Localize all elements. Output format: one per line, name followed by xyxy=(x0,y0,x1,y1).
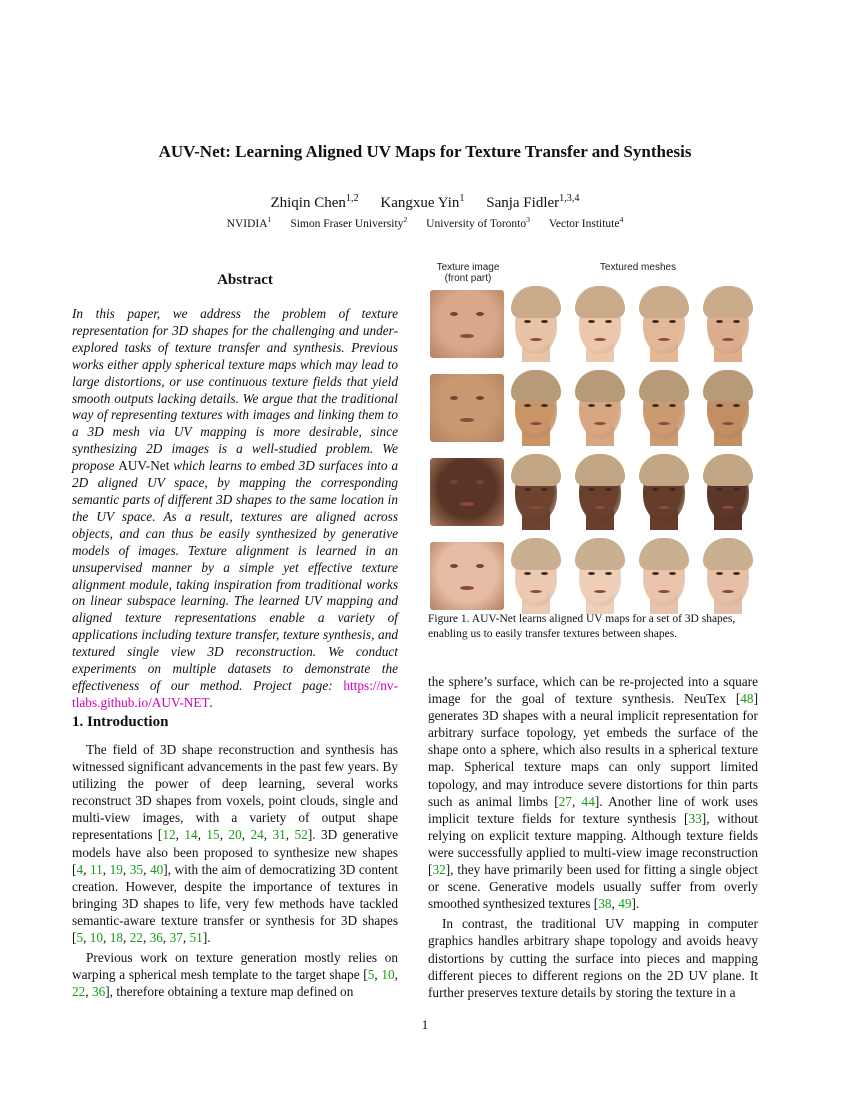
citation-link[interactable]: 15 xyxy=(206,827,220,843)
citation-link[interactable]: 14 xyxy=(184,827,198,843)
paper-title: AUV-Net: Learning Aligned UV Maps for Texture Transfer and Synthesis xyxy=(158,142,692,161)
affiliation-list xyxy=(0,215,850,230)
text-run: ]. xyxy=(631,896,640,912)
text-run: , xyxy=(611,896,619,912)
text-run: , xyxy=(175,827,185,843)
citation-link[interactable]: 22 xyxy=(72,984,86,1000)
column-2-body xyxy=(428,673,758,1001)
citation-link[interactable]: 38 xyxy=(598,896,612,912)
text-run: , xyxy=(182,930,190,946)
affiliation: University of Toronto$^3$ xyxy=(426,215,530,230)
text-run: Previous work on texture generation mostly relies on warping a spherical mesh template to the target shape [ xyxy=(72,950,398,983)
text-run: ]. xyxy=(202,930,211,946)
textured-mesh xyxy=(508,538,564,614)
introduction-body xyxy=(72,741,398,1000)
text-run: ], they have primarily been used for fitting a single object or scene. Generative models usually suffer from overly smoothed synthesized textures [ xyxy=(428,862,758,912)
citation-link[interactable]: 49 xyxy=(618,896,632,912)
text-run: , xyxy=(143,861,150,877)
texture-image xyxy=(430,458,504,526)
citation-link[interactable]: 52 xyxy=(294,827,308,843)
abstract-body: In this paper, we address the problem of texture representation for 3D shapes for the challenging and under-explored tasks of texture transfer and synthesis. Previous works either apply spherical texture maps which may lead to large distortions, or use continuous texture fields that yield smooth outputs lacking details. We argue that the traditional way of representing textures with images and linking them to a 3D mesh via UV mapping is more desirable, since synthesizing 2D images is a well-studied problem. We propose AUV-Net which learns to embed 3D surfaces into a 2D aligned UV space, by mapping the corresponding semantic parts of different 3D shapes to the same location in the UV space. As a result, textures are aligned across objects, and can thus be easily synthesized by generative models of images. Texture alignment is learned in an unsupervised manner by a simple yet effective texture alignment module, taking inspiration from traditional works on linear subspace learning. The learned UV mapping and aligned texture representations enable a variety of applications including texture transfer, texture synthesis, and textured single view 3D reconstruction. We conduct experiments on multiple datasets to demonstrate the effectiveness of our method. Project page: https://nv-tlabs.github.io/AUV-NET. xyxy=(72,306,398,710)
citation-link[interactable]: 51 xyxy=(189,930,203,946)
abstract-heading: Abstract xyxy=(217,272,273,288)
texture-image xyxy=(430,374,504,442)
text-run: , xyxy=(374,967,382,983)
text-run: , xyxy=(122,861,130,877)
text-run: , xyxy=(83,930,90,946)
textured-mesh xyxy=(508,454,564,530)
paragraph xyxy=(72,949,398,1000)
citation-link[interactable]: 36 xyxy=(149,930,163,946)
text-run: , xyxy=(197,827,207,843)
textured-mesh xyxy=(636,454,692,530)
text-run: , xyxy=(571,793,582,809)
author: Zhiqin Chen$^{1,2}$ xyxy=(270,193,359,211)
text-run: , xyxy=(219,827,229,843)
textured-mesh xyxy=(636,538,692,614)
citation-link[interactable]: 44 xyxy=(581,793,595,809)
affiliation: Vector Institute$^4$ xyxy=(548,215,624,230)
text-run: , xyxy=(123,930,130,946)
texture-image xyxy=(430,290,504,358)
author: Kangxue Yin$^1$ xyxy=(380,193,465,211)
textured-mesh xyxy=(700,370,756,446)
citation-link[interactable]: 5 xyxy=(367,967,375,983)
citation-link[interactable]: 37 xyxy=(169,930,183,946)
textured-mesh xyxy=(700,538,756,614)
citation-link[interactable]: 31 xyxy=(272,827,286,843)
text-run: , xyxy=(85,984,92,1000)
text-run: The field of 3D shape reconstruction and synthesis has witnessed significant advancements in the past few years. By utilizing the power of deep learning, several works reconstruct 3D shapes from voxels, point clouds, single and multi-view images, with a variety of output shape representations [ xyxy=(72,742,398,843)
paragraph xyxy=(72,741,398,946)
citation-link[interactable]: 48 xyxy=(740,691,754,707)
citation-link[interactable]: 20 xyxy=(228,827,242,843)
author-list xyxy=(0,195,850,212)
affiliation: Simon Fraser University$^2$ xyxy=(290,215,408,230)
paragraph xyxy=(428,673,758,912)
figure-label-texture: Texture image (front part) xyxy=(436,262,500,284)
affiliation: NVIDIA$^1$ xyxy=(226,215,272,230)
textured-mesh xyxy=(572,286,628,362)
textured-mesh xyxy=(508,286,564,362)
project-page-link[interactable]: https://nv-tlabs.github.io/AUV-NET xyxy=(72,677,398,710)
citation-link[interactable]: 4 xyxy=(76,861,84,877)
textured-mesh xyxy=(508,370,564,446)
text-run: ]. Another line of work uses implicit texture fields for texture synthesis [ xyxy=(428,793,758,826)
citation-link[interactable]: 35 xyxy=(129,861,144,877)
citation-link[interactable]: 22 xyxy=(129,930,143,946)
text-run: , xyxy=(103,930,110,946)
textured-mesh xyxy=(572,454,628,530)
text-run: ] generates 3D shapes with a neural implicit representation for arbitrary surface topology, yet embeds the surface of the shape onto a sphere, which also results in a spherical texture map. Spherical texture maps can only support limited topology, and may introduce severe distortions for thin parts such as animal limbs [ xyxy=(428,691,758,809)
textured-mesh xyxy=(636,370,692,446)
page-number: 1 xyxy=(421,1017,429,1032)
text-run: , xyxy=(263,827,273,843)
text-run: , xyxy=(142,930,150,946)
citation-link[interactable]: 11 xyxy=(89,861,103,877)
text-run: ], without relying on explicit texture mapping. Although texture fields were successfully applied to multi-view image reconstruction [ xyxy=(428,810,758,878)
figure-label-meshes: Textured meshes xyxy=(599,262,677,273)
citation-link[interactable]: 36 xyxy=(91,984,106,1000)
citation-link[interactable]: 10 xyxy=(89,930,104,946)
texture-image xyxy=(430,542,504,610)
citation-link[interactable]: 10 xyxy=(381,967,395,983)
text-run: , xyxy=(162,930,170,946)
citation-link[interactable]: 5 xyxy=(76,930,84,946)
textured-mesh xyxy=(700,454,756,530)
citation-link[interactable]: 24 xyxy=(250,827,264,843)
figure-1 xyxy=(428,260,768,605)
textured-mesh xyxy=(572,538,628,614)
text-run: , xyxy=(83,861,90,877)
citation-link[interactable]: 32 xyxy=(432,862,446,878)
text-run: ]. 3D generative models have also been proposed to synthesize new shapes [ xyxy=(72,827,398,877)
author: Sanja Fidler$^{1,3,4}$ xyxy=(486,193,580,211)
figure-caption: Figure 1. AUV-Net learns aligned UV maps for a set of 3D shapes, enabling us to easily transfer textures between shapes. xyxy=(428,613,736,640)
section-heading-introduction: 1. Introduction xyxy=(72,714,169,730)
paragraph: In contrast, the traditional UV mapping in computer graphics handles arbitrary shape topology and avoids heavy distortions by cutting the surface into pieces and mapping different pieces to different regions on the 2D UV plane. It further preserves texture details by storing the texture in a xyxy=(428,916,758,1000)
text-run: ], therefore obtaining a texture map defined on xyxy=(105,984,354,1000)
citation-link[interactable]: 19 xyxy=(109,861,123,877)
text-run: , xyxy=(102,861,110,877)
citation-link[interactable]: 18 xyxy=(109,930,123,946)
text-run: , xyxy=(241,827,251,843)
citation-link[interactable]: 33 xyxy=(688,810,702,826)
textured-mesh xyxy=(700,286,756,362)
citation-link[interactable]: 40 xyxy=(149,861,164,877)
text-run: , xyxy=(394,967,398,983)
citation-link[interactable]: 27 xyxy=(558,793,572,809)
citation-link[interactable]: 12 xyxy=(162,827,176,843)
text-run: ], with the aim of democratizing 3D content creation. However, despite the importance of textures in bringing 3D shapes to life, very few methods have tackled semantic-aware texture transfer or synthesis for 3D shapes [ xyxy=(72,861,399,946)
text-run: , xyxy=(285,827,295,843)
method-name: AUV-Net xyxy=(118,458,170,474)
text-run: the sphere’s surface, which can be re-projected into a square image for the goal of texture synthesis. NeuTex [ xyxy=(428,674,758,707)
textured-mesh xyxy=(572,370,628,446)
textured-mesh xyxy=(636,286,692,362)
